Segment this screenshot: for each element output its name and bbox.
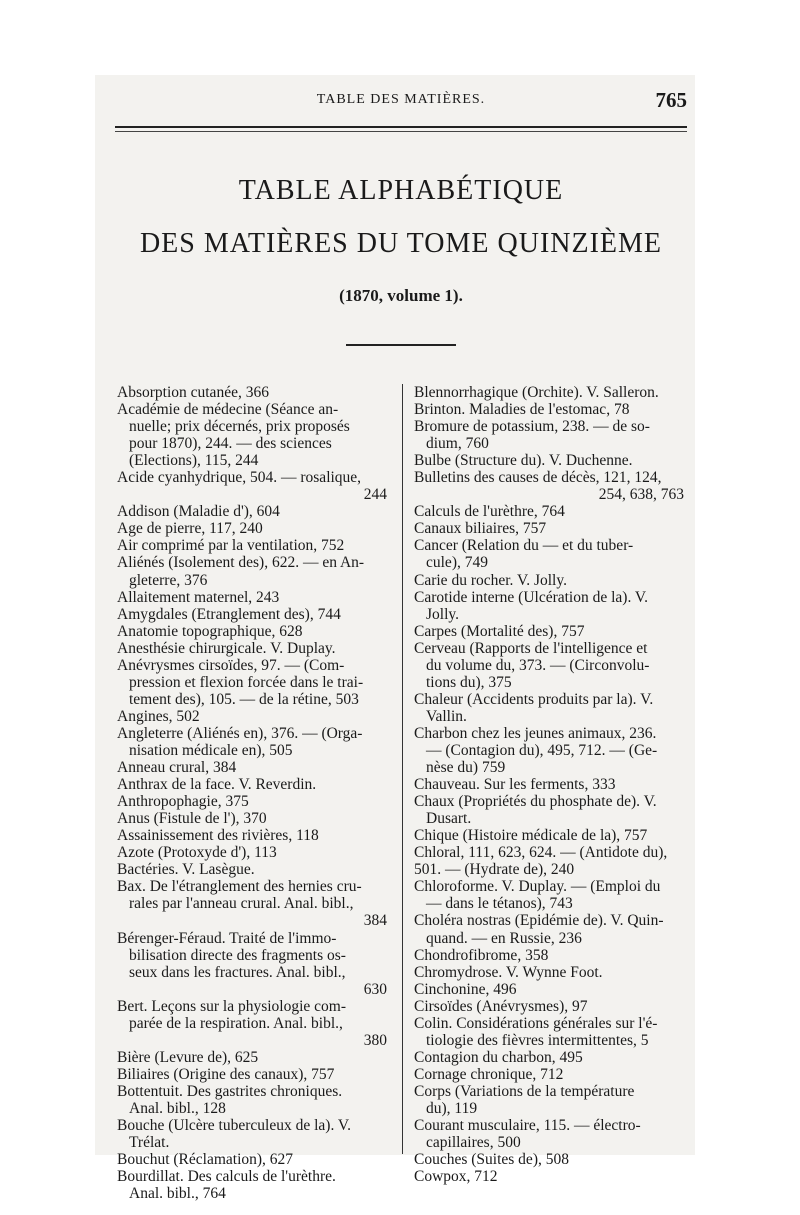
left-column — [117, 384, 387, 1202]
index-line: Bromure de potassium, 238. — de so- — [414, 418, 650, 436]
index-line: Anthrax de la face. V. Reverdin. — [117, 776, 317, 794]
index-line: Dusart. — [426, 810, 472, 828]
index-line: Charbon chez les jeunes animaux, 236. — [414, 724, 657, 742]
index-line: Chloral, 111, 623, 624. — (Antidote du), — [414, 844, 668, 862]
index-line: Calculs de l'urèthre, 764 — [414, 503, 565, 521]
index-line: Bax. De l'étranglement des hernies cru- — [117, 878, 362, 896]
index-line: Cinchonine, 496 — [414, 980, 517, 998]
index-line: 380 — [363, 1031, 387, 1049]
index-line: Brinton. Maladies de l'estomac, 78 — [414, 401, 630, 419]
index-line: Bourdillat. Des calculs de l'urèthre. — [117, 1168, 336, 1186]
index-line: Courant musculaire, 115. — électro- — [414, 1117, 641, 1135]
index-line: Chondrofibrome, 358 — [414, 946, 549, 964]
index-line: Chloroforme. V. Duplay. — (Emploi du — [414, 878, 661, 896]
index-line: Anus (Fistule de l'), 370 — [117, 810, 267, 828]
index-line: Air comprimé par la ventilation, 752 — [117, 537, 345, 555]
index-line: Anal. bibl., 128 — [129, 1099, 226, 1117]
title-rule — [346, 344, 456, 346]
title-line-1: TABLE ALPHABÉTIQUE — [238, 175, 564, 206]
index-line: Cerveau (Rapports de l'intelligence et — [414, 639, 648, 657]
index-line: parée de la respiration. Anal. bibl., — [129, 1014, 343, 1032]
index-line: Carotide interne (Ulcération de la). V. — [414, 588, 648, 606]
index-line: Allaitement maternel, 243 — [117, 588, 280, 606]
index-line: Chromydrose. V. Wynne Foot. — [414, 963, 603, 981]
index-line: Addison (Maladie d'), 604 — [117, 503, 280, 521]
index-line: cule), 749 — [426, 554, 488, 572]
index-line: (Elections), 115, 244 — [129, 452, 259, 470]
index-line: Anneau crural, 384 — [117, 759, 237, 777]
index-line: Cornage chronique, 712 — [414, 1065, 564, 1083]
index-line: Académie de médecine (Séance an- — [117, 401, 339, 419]
index-line: tiologie des fièvres intermittentes, 5 — [426, 1031, 649, 1049]
column-divider — [402, 384, 403, 1154]
index-line: Azote (Protoxyde d'), 113 — [117, 844, 277, 862]
index-line: Anthropophagie, 375 — [117, 793, 249, 811]
index-line: nèse du) 759 — [426, 759, 506, 777]
running-head — [115, 88, 687, 112]
index-line: Cancer (Relation du — et du tuber- — [414, 537, 634, 555]
index-line: Choléra nostras (Epidémie de). V. Quin- — [414, 912, 664, 930]
index-line: Assainissement des rivières, 118 — [117, 827, 319, 845]
index-line: Bulletins des causes de décès, 121, 124, — [414, 469, 662, 487]
page-number: 765 — [655, 88, 687, 112]
index-line: 384 — [363, 912, 387, 930]
index-line: pression et flexion forcée dans le trai- — [129, 673, 364, 691]
index-line: Bulbe (Structure du). V. Duchenne. — [414, 452, 633, 470]
index-line: quand. — en Russie, 236 — [426, 929, 582, 947]
index-line: Bactéries. V. Lasègue. — [117, 861, 255, 879]
index-line: Blennorrhagique (Orchite). V. Salleron. — [414, 384, 659, 401]
index-line: Cowpox, 712 — [414, 1168, 498, 1186]
index-line: tions du), 375 — [426, 673, 512, 691]
index-line: Angines, 502 — [117, 707, 200, 725]
index-line: du), 119 — [426, 1099, 478, 1117]
index-line: bilisation directe des fragments os- — [129, 946, 346, 964]
index-line: dium, 760 — [426, 435, 489, 453]
index-line: Carie du rocher. V. Jolly. — [414, 571, 567, 589]
index-line: Angleterre (Aliénés en), 376. — (Orga- — [117, 724, 363, 742]
index-line: Vallin. — [426, 707, 467, 725]
index-line: Bouchut (Réclamation), 627 — [117, 1151, 294, 1169]
index-line: Colin. Considérations générales sur l'é- — [414, 1014, 658, 1032]
index-line: du volume du, 373. — (Circonvolu- — [426, 656, 650, 674]
index-line: — (Contagion du), 495, 712. — (Ge- — [426, 741, 658, 759]
index-line: Trélat. — [129, 1134, 170, 1152]
volume-subtitle: (1870, volume 1). — [339, 286, 463, 305]
index-line: Anesthésie chirurgicale. V. Duplay. — [117, 639, 336, 657]
index-line: Anévrysmes cirsoïdes, 97. — (Com- — [117, 656, 345, 674]
index-line: capillaires, 500 — [426, 1134, 521, 1152]
right-column — [414, 384, 684, 1185]
header-rule-thin — [115, 131, 687, 132]
index-line: Anal. bibl., 764 — [129, 1185, 226, 1203]
index-line: Acide cyanhydrique, 504. — rosalique, — [117, 469, 362, 487]
index-line: Bottentuit. Des gastrites chroniques. — [117, 1082, 343, 1100]
index-line: Contagion du charbon, 495 — [414, 1048, 583, 1066]
index-line: 501. — (Hydrate de), 240 — [414, 861, 575, 879]
index-line: Chauveau. Sur les ferments, 333 — [414, 776, 616, 794]
index-line: Canaux biliaires, 757 — [414, 520, 547, 538]
index-line: Amygdales (Etranglement des), 744 — [117, 605, 341, 623]
index-line: 244 — [363, 486, 387, 504]
header-rule — [115, 126, 687, 128]
index-line: — dans le tétanos), 743 — [426, 895, 573, 913]
index-line: Chaux (Propriétés du phosphate de). V. — [414, 793, 657, 811]
index-line: Anatomie topographique, 628 — [117, 622, 303, 640]
index-line: gleterre, 376 — [129, 571, 208, 589]
index-line: 630 — [363, 980, 387, 998]
index-line: Bert. Leçons sur la physiologie com- — [117, 997, 347, 1015]
index-line: Age de pierre, 117, 240 — [117, 520, 263, 538]
index-line: rales par l'anneau crural. Anal. bibl., — [129, 895, 354, 913]
title-line-2: DES MATIÈRES DU TOME QUINZIÈME — [139, 228, 663, 259]
index-line: Bière (Levure de), 625 — [117, 1048, 259, 1066]
index-line: Chique (Histoire médicale de la), 757 — [414, 827, 648, 845]
index-line: nisation médicale en), 505 — [129, 741, 293, 759]
index-line: Absorption cutanée, 366 — [117, 384, 269, 401]
index-line: tement des), 105. — de la rétine, 503 — [129, 690, 359, 708]
running-title: TABLE DES MATIÈRES. — [316, 92, 486, 107]
index-line: Bouche (Ulcère tuberculeux de la). V. — [117, 1117, 351, 1135]
index-line: Biliaires (Origine des canaux), 757 — [117, 1065, 335, 1083]
index-line: Couches (Suites de), 508 — [414, 1151, 569, 1169]
index-line: pour 1870), 244. — des sciences — [129, 435, 332, 453]
index-line: seux dans les fractures. Anal. bibl., — [129, 963, 346, 981]
index-line: nuelle; prix décernés, prix proposés — [129, 418, 350, 436]
index-line: Cirsoïdes (Anévrysmes), 97 — [414, 997, 588, 1015]
index-line: Jolly. — [426, 605, 460, 623]
index-line: Bérenger-Féraud. Traité de l'immo- — [117, 929, 337, 947]
index-line: Corps (Variations de la température — [414, 1082, 635, 1100]
index-line: Carpes (Mortalité des), 757 — [414, 622, 585, 640]
index-line: 254, 638, 763 — [598, 486, 684, 504]
index-line: Chaleur (Accidents produits par la). V. — [414, 690, 654, 708]
index-line: Aliénés (Isolement des), 622. — en An- — [117, 554, 365, 572]
